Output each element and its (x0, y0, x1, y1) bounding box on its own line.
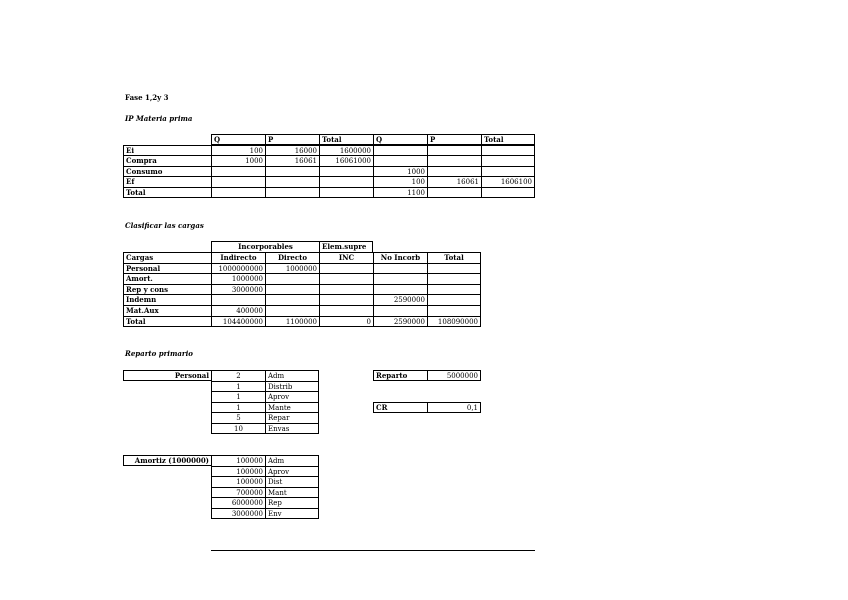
table-cell: 6000000 (211, 497, 265, 508)
table-cell (373, 273, 427, 284)
table-cell (211, 187, 265, 198)
column-header: P (427, 134, 481, 145)
table-cell (481, 187, 535, 198)
column-header: Total (481, 134, 535, 145)
row-label: Total (123, 316, 211, 327)
table-cell (211, 166, 265, 177)
table-cell: 1000 (211, 155, 265, 166)
row-label: Mat.Aux (123, 305, 211, 316)
table-cell: 104400000 (211, 316, 265, 327)
column-header: Cargas (123, 252, 211, 263)
table-cell: 100 (211, 145, 265, 156)
column-header: Q (373, 134, 427, 145)
table-cell: Dist (265, 476, 319, 487)
table-cell (319, 166, 373, 177)
table-cell (211, 176, 265, 187)
table-cell: 10 (211, 423, 265, 434)
table-cell (265, 294, 319, 305)
table-cell (427, 187, 481, 198)
table-cell: 3000000 (211, 284, 265, 295)
table-cell: 100 (373, 176, 427, 187)
table-cell (373, 263, 427, 274)
column-header: Total (427, 252, 481, 263)
amortiz-label: Amortiz (1000000) (123, 455, 211, 466)
table-cell: 108090000 (427, 316, 481, 327)
row-label: Personal (123, 263, 211, 274)
table-cell: 700000 (211, 487, 265, 498)
table-cell: Mante (265, 402, 319, 413)
column-header: Q (211, 134, 265, 145)
table-cell: 2 (211, 370, 265, 381)
column-header: No Incorb (373, 252, 427, 263)
group-header-elem-supre: Elem.supre (319, 241, 373, 252)
table-cell: 2590000 (373, 294, 427, 305)
table-cell: 100000 (211, 466, 265, 477)
column-header: Directo (265, 252, 319, 263)
table-cell (427, 166, 481, 177)
table-cell (427, 273, 481, 284)
reparto-primario-title: Reparto primario (125, 349, 193, 358)
table-cell (319, 273, 373, 284)
column-header: INC (319, 252, 373, 263)
table-cell: 1 (211, 402, 265, 413)
row-label: Compra (123, 155, 211, 166)
table-cell (319, 176, 373, 187)
table-cell (265, 284, 319, 295)
table-cell: 400000 (211, 305, 265, 316)
table-cell: 3000000 (211, 508, 265, 519)
table-cell: 5 (211, 412, 265, 423)
table-cell: Repar (265, 412, 319, 423)
table-cell (373, 155, 427, 166)
table-cell (319, 187, 373, 198)
fase-title: Fase 1,2y 3 (125, 93, 169, 102)
table-cell: 16061000 (319, 155, 373, 166)
table-cell: 1100000 (265, 316, 319, 327)
table-cell (481, 145, 535, 156)
row-label: Ei (123, 145, 211, 156)
table-cell: Aprov (265, 466, 319, 477)
table-cell: Distrib (265, 381, 319, 392)
column-header: Total (319, 134, 373, 145)
table-cell (265, 176, 319, 187)
table-cell (319, 294, 373, 305)
personal-label: Personal (123, 370, 211, 381)
table-cell (265, 273, 319, 284)
table-cell (373, 284, 427, 295)
row-label: Indemn (123, 294, 211, 305)
table-cell: 100000 (211, 476, 265, 487)
table-cell: 1000000 (265, 263, 319, 274)
table-cell (319, 263, 373, 274)
row-label: Rep y cons (123, 284, 211, 295)
table-cell: 0 (319, 316, 373, 327)
cr-value: 0,1 (427, 402, 481, 413)
table-cell: 16061 (265, 155, 319, 166)
table-cell (481, 166, 535, 177)
table-cell: Mant (265, 487, 319, 498)
reparto-value: 5000000 (427, 370, 481, 381)
group-header-incorporables: Incorporables (211, 241, 319, 252)
row-label: Amort. (123, 273, 211, 284)
table-cell: 1100 (373, 187, 427, 198)
table-cell: 16061 (427, 176, 481, 187)
column-header: P (265, 134, 319, 145)
table-cell (319, 284, 373, 295)
table-cell (481, 155, 535, 166)
table-cell: 1000000 (211, 273, 265, 284)
table-cell: 1000000000 (211, 263, 265, 274)
table-cell: 1606100 (481, 176, 535, 187)
cr-label: CR (373, 402, 427, 413)
ip-materia-prima-title: IP Materia prima (125, 114, 193, 123)
table-cell: 1 (211, 381, 265, 392)
table-cell: Rep (265, 497, 319, 508)
table-cell (265, 187, 319, 198)
table-cell: 1000 (373, 166, 427, 177)
table-cell (211, 294, 265, 305)
table-cell (427, 305, 481, 316)
row-label: Consumo (123, 166, 211, 177)
table-cell (319, 305, 373, 316)
table-cell (427, 145, 481, 156)
reparto-label: Reparto (373, 370, 427, 381)
table-cell (265, 305, 319, 316)
table-cell (373, 305, 427, 316)
row-label: Total (123, 187, 211, 198)
clasificar-cargas-title: Clasificar las cargas (125, 221, 204, 230)
table-cell (427, 284, 481, 295)
table-cell: 100000 (211, 455, 265, 466)
table-cell: Aprov (265, 391, 319, 402)
column-header: Indirecto (211, 252, 265, 263)
table-cell (427, 263, 481, 274)
table-cell (265, 166, 319, 177)
table-cell (427, 294, 481, 305)
table-cell: 2590000 (373, 316, 427, 327)
table-cell: 1600000 (319, 145, 373, 156)
table-cell (373, 145, 427, 156)
bottom-divider (211, 550, 535, 551)
table-cell (427, 155, 481, 166)
table-cell: Adm (265, 455, 319, 466)
row-label: Ef (123, 176, 211, 187)
table-cell: 1 (211, 391, 265, 402)
table-cell: Adm (265, 370, 319, 381)
table-cell: Env (265, 508, 319, 519)
table-cell: 16000 (265, 145, 319, 156)
table-cell: Envas (265, 423, 319, 434)
